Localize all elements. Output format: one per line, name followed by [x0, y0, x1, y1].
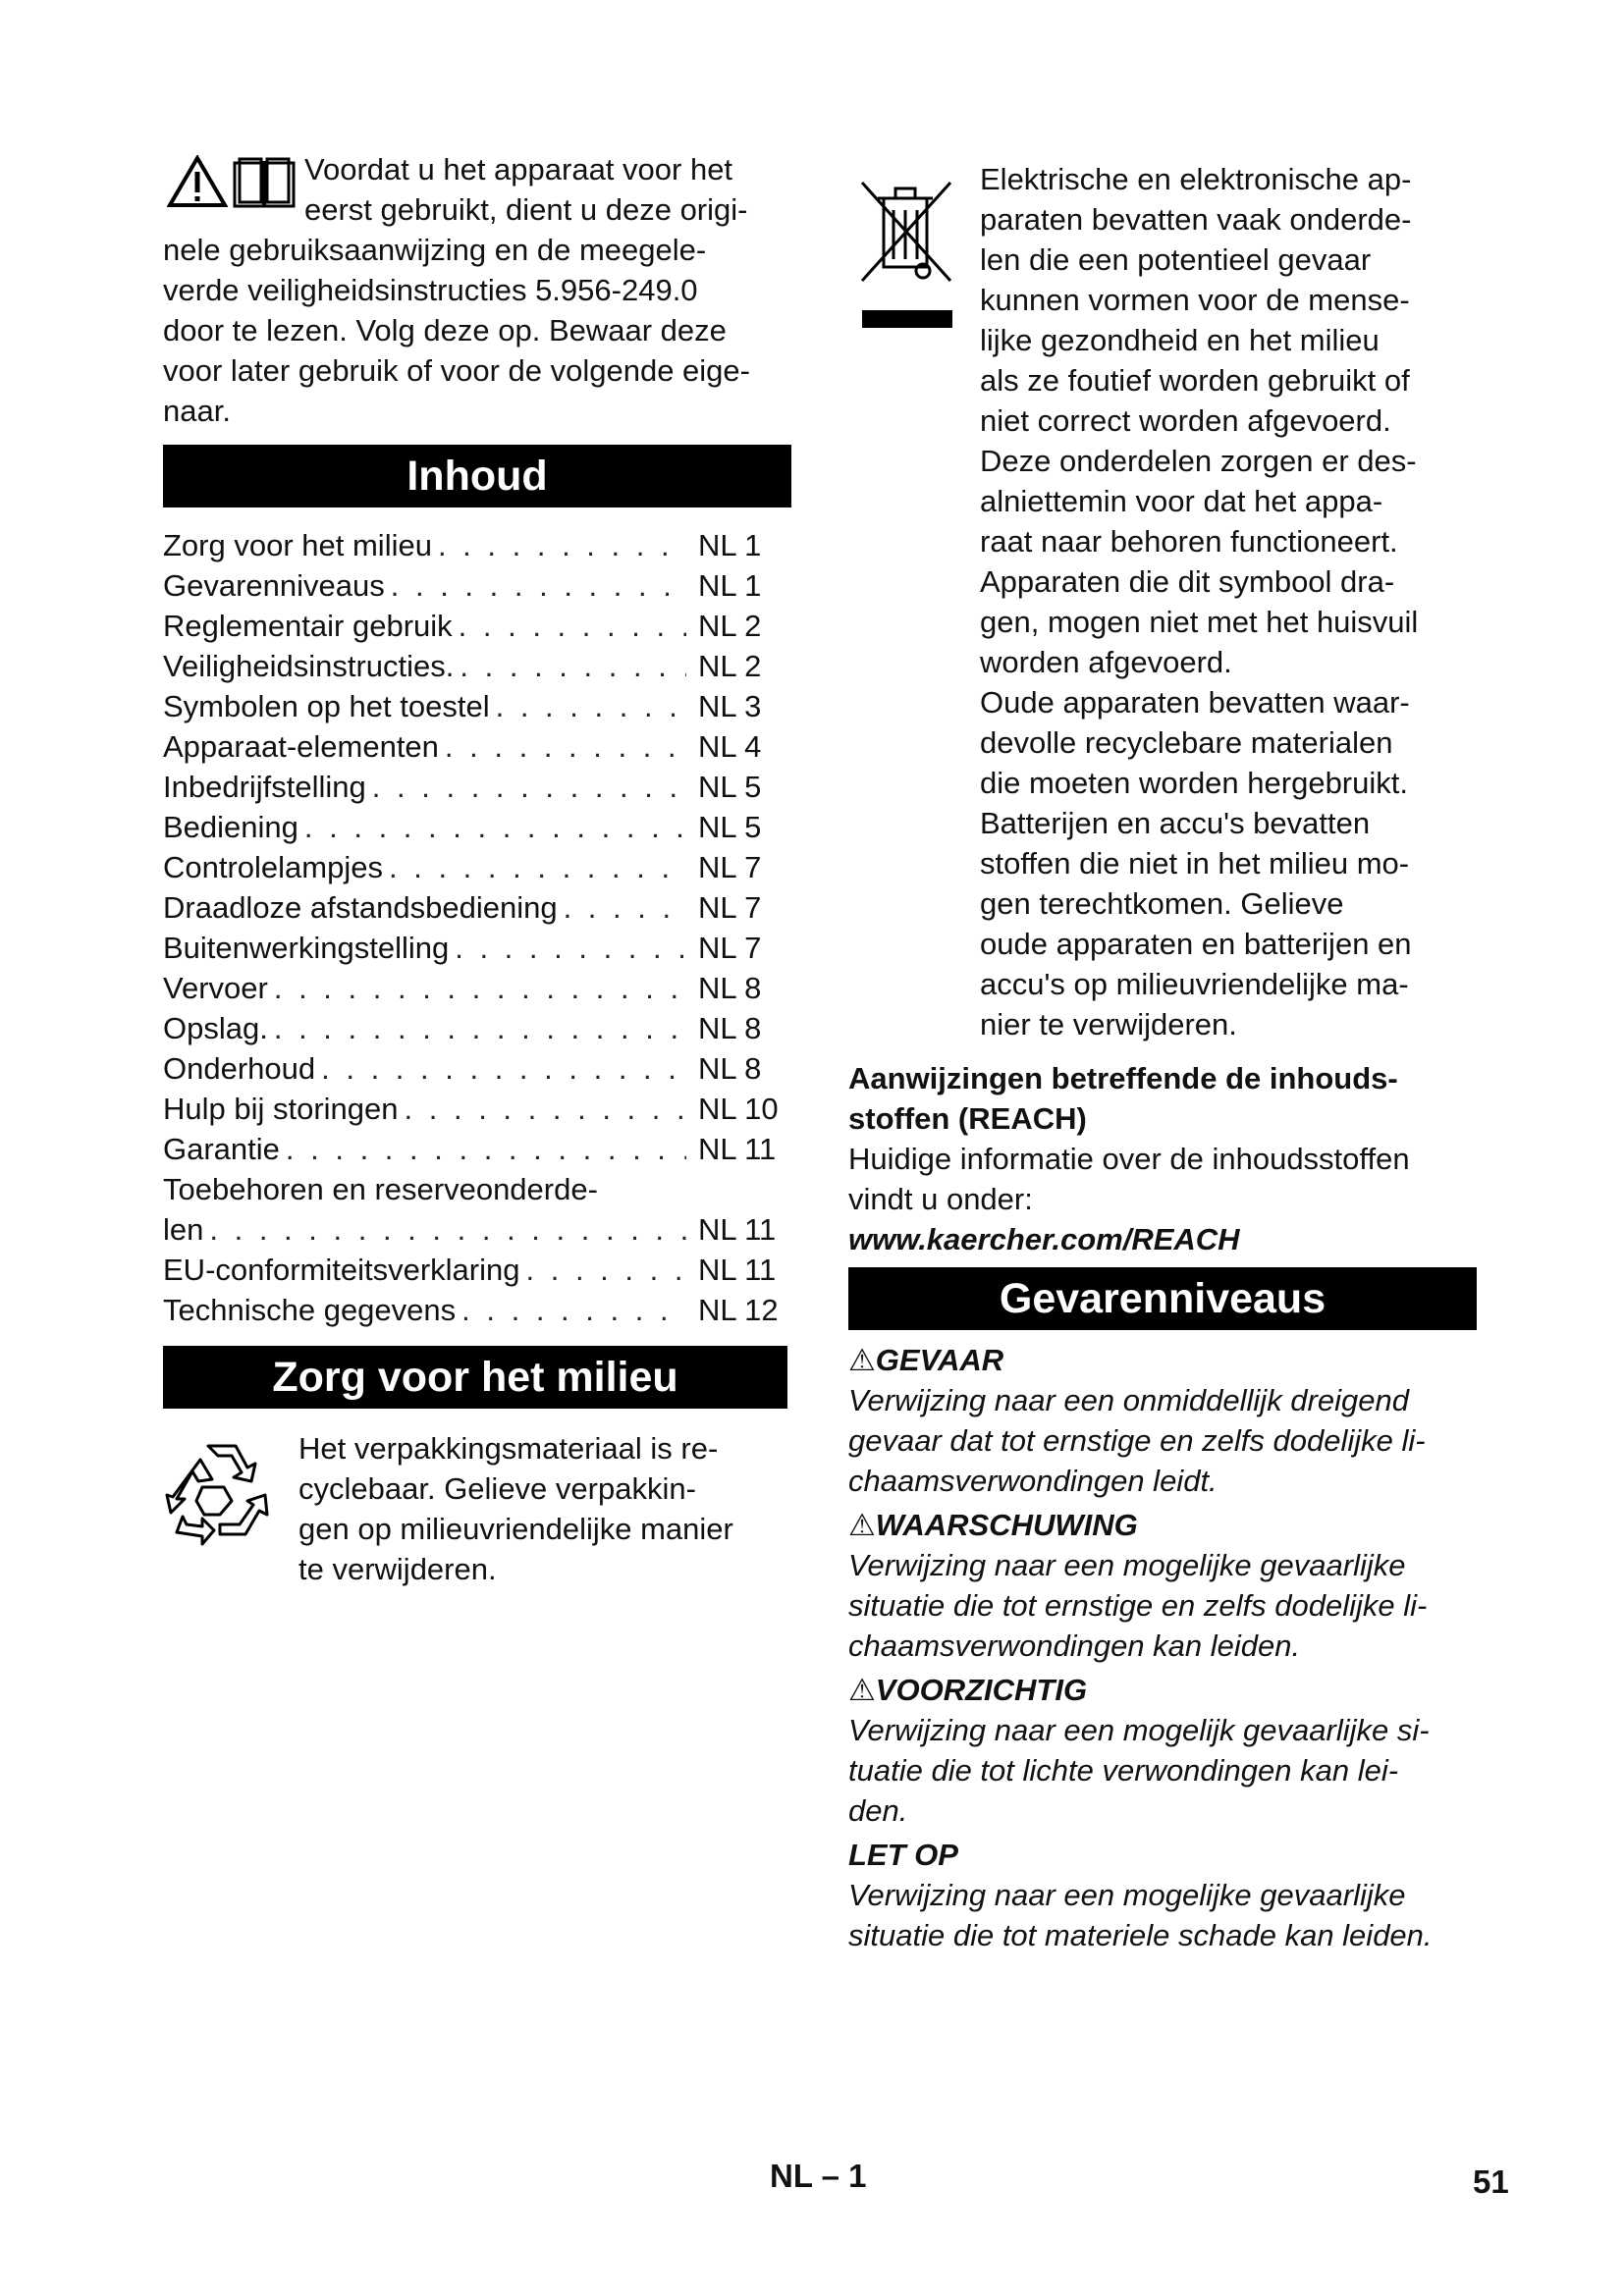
intro-line: Voordat u het apparaat voor het	[304, 152, 733, 187]
toc-entry-page: NL 11	[698, 1132, 777, 1166]
reach-heading-line: Aanwijzingen betreffende de inhouds-	[848, 1061, 1398, 1095]
toc-entry[interactable]	[163, 1250, 791, 1290]
hazard-line: den.	[848, 1793, 908, 1828]
weee-line: gen, mogen niet met het huisvuil	[980, 605, 1419, 639]
toc-heading: Inhoud	[163, 445, 791, 507]
footer-section-number: 1	[848, 2158, 867, 2194]
page-number: 51	[1473, 2163, 1509, 2200]
toc-entry-label: Zorg voor het milieu	[163, 528, 432, 562]
toc-entry-label: Gevarenniveaus	[163, 568, 385, 603]
toc-entry-page: NL 7	[698, 850, 762, 884]
toc-entry-label: Draadloze afstandsbediening	[163, 890, 558, 925]
toc-entry-page: NL 8	[698, 1011, 762, 1045]
toc-entry[interactable]	[163, 1290, 791, 1330]
weee-line: len die een potentieel gevaar	[980, 242, 1372, 277]
hazard-levels	[848, 1340, 1477, 1955]
weee-line: niet correct worden afgevoerd.	[980, 403, 1391, 438]
hazards-heading: Gevarenniveaus	[848, 1267, 1477, 1330]
toc-entry[interactable]	[163, 646, 791, 686]
recycle-icon	[163, 1438, 281, 1548]
toc-entry[interactable]	[163, 887, 791, 928]
toc-entry-page: NL 5	[698, 770, 762, 804]
warning-triangle-icon	[167, 155, 228, 208]
weee-notice	[848, 159, 1477, 1044]
toc-entry-label: Vervoer	[163, 971, 268, 1005]
notice-line: situatie die tot materiele schade kan leiden.	[848, 1918, 1433, 1952]
warning-triangle-icon: ⚠	[848, 1508, 876, 1542]
toc-entry-page: NL 5	[698, 810, 762, 844]
intro-line: naar.	[163, 394, 231, 428]
toc-entry[interactable]	[163, 968, 791, 1008]
reach-text-line: Huidige informatie over de inhoudsstoffen	[848, 1142, 1410, 1176]
toc-entry[interactable]	[163, 686, 791, 726]
intro-line: eerst gebruikt, dient u deze origi-	[304, 192, 748, 227]
toc-entry[interactable]	[163, 525, 791, 565]
toc-entry-page: NL 1	[698, 568, 762, 603]
footer-section-page	[770, 2158, 866, 2195]
weee-line: alniettemin voor dat het appa-	[980, 484, 1383, 518]
toc-entry[interactable]	[163, 807, 791, 847]
recycle-line: te verwijderen.	[298, 1552, 497, 1586]
toc-entry-page: NL 2	[698, 609, 762, 643]
warning-triangle-icon: ⚠	[848, 1343, 876, 1377]
notice-label: LET OP	[848, 1838, 958, 1872]
toc-entry-page: NL 7	[698, 931, 762, 965]
toc-entry-page: NL 2	[698, 649, 762, 683]
hazard-line: Verwijzing naar een mogelijk gevaarlijke si-	[848, 1713, 1430, 1747]
toc-entry-page: NL 10	[698, 1092, 779, 1126]
hazard-level-label: ⚠WAARSCHUWING	[848, 1508, 1138, 1542]
reach-link[interactable]: www.kaercher.com/REACH	[848, 1222, 1240, 1256]
weee-line: Oude apparaten bevatten waar-	[980, 685, 1410, 720]
toc-entry-label: Veiligheidsinstructies.	[163, 649, 455, 683]
weee-line: Apparaten die dit symbool dra-	[980, 564, 1395, 599]
footer-section: NL	[770, 2158, 813, 2194]
toc-entry-page: NL 8	[698, 971, 762, 1005]
hazard-line: Verwijzing naar een mogelijke gevaarlijke	[848, 1548, 1406, 1582]
toc-entry-label: Opslag.	[163, 1011, 268, 1045]
toc-entry-page: NL 1	[698, 528, 762, 562]
weee-line: nier te verwijderen.	[980, 1007, 1237, 1041]
footer-dash: –	[821, 2158, 839, 2194]
toc-entry[interactable]	[163, 1048, 791, 1089]
toc-entry[interactable]	[163, 1089, 791, 1129]
toc-entry-label: Bediening	[163, 810, 298, 844]
weee-line: als ze foutief worden gebruikt of	[980, 363, 1410, 398]
hazard-line: situatie die tot ernstige en zelfs dodelijke li-	[848, 1588, 1428, 1623]
toc-entry[interactable]	[163, 1209, 791, 1250]
toc-entry-label: Garantie	[163, 1132, 280, 1166]
weee-line: paraten bevatten vaak onderde-	[980, 202, 1412, 237]
weee-line: Batterijen en accu's bevatten	[980, 806, 1371, 840]
warning-triangle-icon: ⚠	[848, 1673, 876, 1707]
weee-line: worden afgevoerd.	[980, 645, 1232, 679]
weee-line: stoffen die niet in het milieu mo-	[980, 846, 1410, 881]
toc-entry[interactable]	[163, 1008, 791, 1048]
intro-notice	[163, 149, 791, 431]
intro-line: verde veiligheidsinstructies 5.956-249.0	[163, 273, 698, 307]
toc-entry-label: Reglementair gebruik	[163, 609, 453, 643]
toc-entry[interactable]	[163, 606, 791, 646]
weee-line: Deze onderdelen zorgen er des-	[980, 444, 1417, 478]
toc-entry-page: NL 4	[698, 729, 762, 764]
recycle-line: Het verpakkingsmateriaal is re-	[298, 1431, 719, 1466]
weee-line: gen terechtkomen. Gelieve	[980, 886, 1344, 921]
toc-entry-page: NL 12	[698, 1293, 779, 1327]
left-column	[163, 149, 791, 1589]
toc-entry-label: Technische gegevens	[163, 1293, 457, 1327]
toc-entry[interactable]	[163, 767, 791, 807]
recycle-text	[298, 1428, 733, 1589]
toc-entry-label: Buitenwerkingstelling	[163, 931, 450, 965]
toc-entry[interactable]	[163, 1129, 791, 1169]
notice-line: Verwijzing naar een mogelijke gevaarlijke	[848, 1878, 1406, 1912]
reach-heading-line: stoffen (REACH)	[848, 1101, 1087, 1136]
recycle-notice	[163, 1428, 791, 1589]
intro-line: door te lezen. Volg deze op. Bewaar deze	[163, 313, 727, 347]
weee-line: accu's op milieuvriendelijke ma-	[980, 967, 1409, 1001]
weee-line: Elektrische en elektronische ap-	[980, 162, 1412, 196]
toc-entry-label: Controlelampjes	[163, 850, 383, 884]
intro-line: nele gebruiksaanwijzing en de meegele-	[163, 233, 707, 267]
toc-entry-wrapped-line[interactable]: Toebehoren en reserveonderde-	[163, 1172, 598, 1206]
intro-line: voor later gebruik of voor de volgende eige-	[163, 353, 750, 388]
intro-icons	[167, 155, 297, 210]
hazard-level-label: ⚠VOORZICHTIG	[848, 1673, 1088, 1707]
toc-entry-label: Onderhoud	[163, 1051, 316, 1086]
toc-entry-page: NL 11	[698, 1253, 777, 1287]
weee-icon-wrap	[848, 159, 966, 1044]
reach-heading	[848, 1058, 1477, 1139]
crossed-out-bin-icon	[848, 169, 966, 336]
recycle-line: gen op milieuvriendelijke manier	[298, 1512, 733, 1546]
toc-entry-page: NL 8	[698, 1051, 762, 1086]
hazard-line: tuatie die tot lichte verwondingen kan lei-	[848, 1753, 1399, 1788]
toc-entry-label: len	[163, 1212, 204, 1247]
hazard-level-label: ⚠GEVAAR	[848, 1343, 1004, 1377]
toc-entry-label: Symbolen op het toestel	[163, 689, 490, 723]
toc-entry[interactable]	[163, 565, 791, 606]
toc-entry[interactable]	[163, 928, 791, 968]
weee-text	[966, 159, 1477, 1044]
weee-line: oude apparaten en batterijen en	[980, 927, 1412, 961]
table-of-contents	[163, 525, 791, 1330]
toc-entry-label: Hulp bij storingen	[163, 1092, 399, 1126]
weee-line: kunnen vormen voor de mense-	[980, 283, 1410, 317]
manual-book-icon	[232, 155, 297, 210]
toc-entry-page: NL 7	[698, 890, 762, 925]
weee-line: die moeten worden hergebruikt.	[980, 766, 1408, 800]
reach-text-line: vindt u onder:	[848, 1182, 1033, 1216]
recycle-line: cyclebaar. Gelieve verpakkin-	[298, 1471, 696, 1506]
right-column	[848, 159, 1477, 1955]
toc-entry-page: NL 11	[698, 1212, 777, 1247]
toc-entry-label: EU-conformiteitsverklaring	[163, 1253, 520, 1287]
weee-line: devolle recyclebare materialen	[980, 725, 1393, 760]
toc-entry[interactable]	[163, 726, 791, 767]
toc-entry-label: Inbedrijfstelling	[163, 770, 366, 804]
environment-heading: Zorg voor het milieu	[163, 1346, 787, 1409]
weee-line: raat naar behoren functioneert.	[980, 524, 1398, 559]
toc-entry[interactable]	[163, 847, 791, 887]
toc-entry-label: Apparaat-elementen	[163, 729, 439, 764]
hazard-line: Verwijzing naar een onmiddellijk dreigend	[848, 1383, 1409, 1417]
weee-line: lijke gezondheid en het milieu	[980, 323, 1380, 357]
hazard-line: chaamsverwondingen kan leiden.	[848, 1629, 1301, 1663]
toc-entry-page: NL 3	[698, 689, 762, 723]
hazard-line: gevaar dat tot ernstige en zelfs dodelijke li-	[848, 1423, 1426, 1458]
hazard-line: chaamsverwondingen leidt.	[848, 1464, 1218, 1498]
